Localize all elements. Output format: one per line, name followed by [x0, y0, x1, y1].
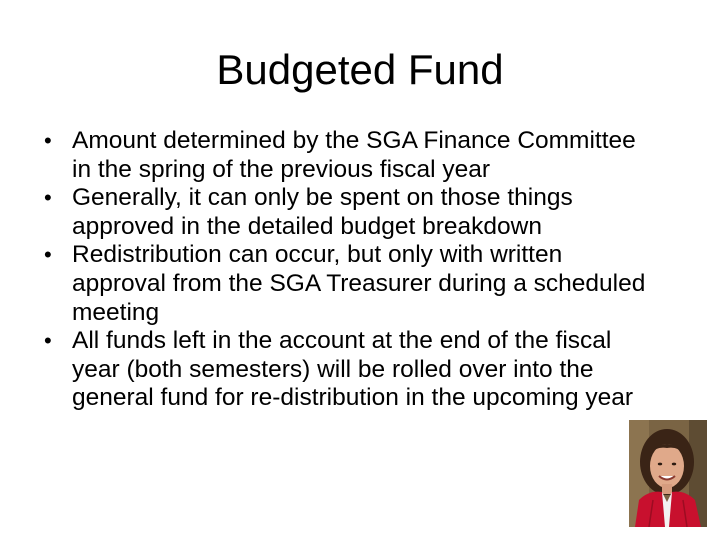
- bullet-text: Generally, it can only be spent on those things approved in the detailed budget breakdown: [72, 184, 573, 240]
- bullet-marker: •: [44, 242, 52, 268]
- slide-title: Budgeted Fund: [216, 46, 504, 93]
- bullet-marker: •: [44, 328, 52, 354]
- bullet-text: Amount determined by the SGA Finance Committee in the spring of the previous fiscal year: [72, 127, 636, 183]
- bullet-item: [44, 241, 652, 327]
- bullet-marker: •: [44, 185, 52, 211]
- portrait-photo: [629, 420, 707, 527]
- bullet-marker: •: [44, 128, 52, 153]
- bullet-list: [44, 127, 652, 413]
- bullet-item: [44, 184, 652, 241]
- bullet-text: Redistribution can occur, but only with written approval from the SGA Treasurer during a scheduled meeting: [72, 241, 646, 326]
- bullet-item: [44, 127, 652, 184]
- portrait-illustration: [629, 420, 707, 527]
- bullet-text: All funds left in the account at the end of the fiscal year (both semesters) will be rolled over into the general fund for re-distribution in the upcoming year: [72, 327, 634, 412]
- bullet-item: [44, 327, 652, 413]
